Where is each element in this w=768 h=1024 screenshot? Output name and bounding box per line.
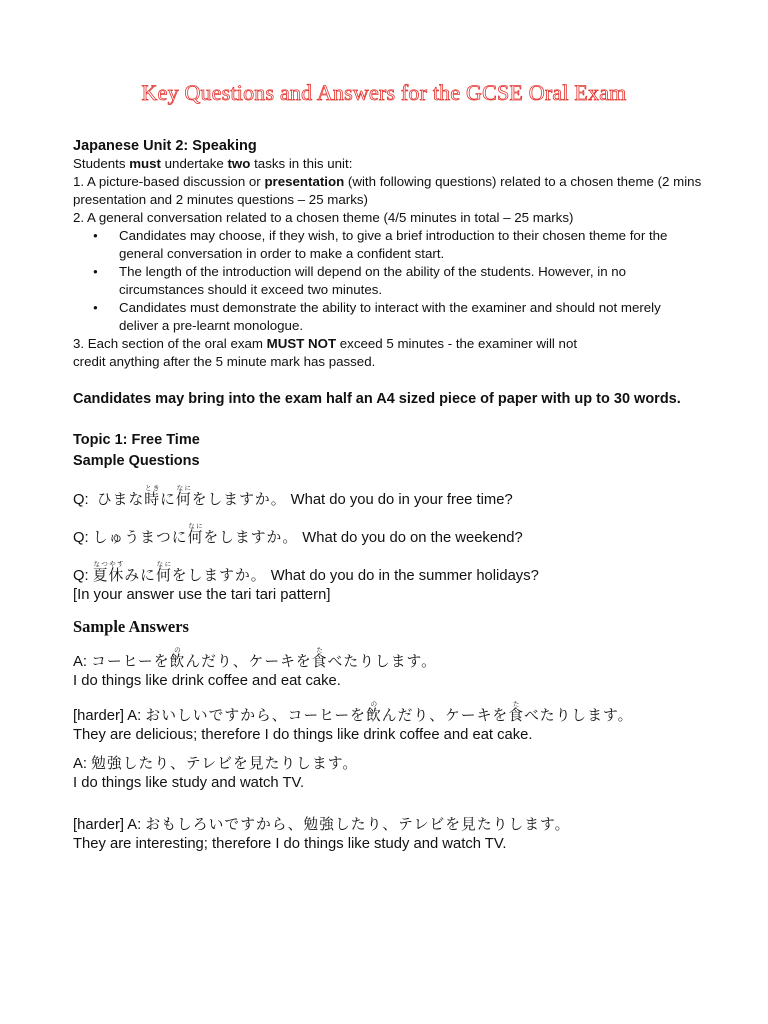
furigana-kanji [155, 560, 172, 584]
topic-title: Topic 1: Free Time [73, 432, 200, 448]
sample-questions-heading: Sample Questions [73, 453, 200, 469]
furigana-kanji [311, 646, 328, 670]
question-prefix: Q: [73, 568, 89, 584]
jp-text: コーヒーを [91, 653, 170, 670]
furigana-kanji [92, 560, 125, 584]
answer-japanese: 勉強したり、テレビを見たりします。 [91, 755, 359, 772]
jp-text: ひまな [96, 491, 145, 508]
furigana-kanji [187, 522, 204, 546]
bullet-item: ● Candidates must demonstrate the ability to interact with the examiner and should not merely deliver a pre-learnt monologue. [119, 299, 703, 335]
task-item-2: 2. A general conversation related to a chosen theme (4/5 minutes in total – 25 marks) [73, 210, 574, 225]
answer-1-english: I do things like drink coffee and eat cake. [73, 673, 341, 689]
question-japanese [92, 560, 267, 584]
answer-4-english: They are interesting; therefore I do things like study and watch TV. [73, 836, 507, 852]
task-3-bold: MUST NOT [266, 336, 337, 351]
unit-heading: Japanese Unit 2: Speaking [73, 138, 257, 154]
task-item-3 [73, 335, 703, 371]
kanji: 夏休 [92, 567, 125, 584]
intro-two: two [227, 156, 251, 171]
furigana-kanji [175, 484, 192, 508]
furigana: なに [175, 484, 192, 492]
task-3-text-c: credit anything after the 5 minute mark has passed. [73, 354, 376, 369]
intro-text-3: tasks in this unit: [250, 156, 353, 171]
furigana: た [311, 646, 328, 654]
answer-prefix: [harder] A: [73, 817, 142, 833]
question-prefix: Q: [73, 530, 89, 546]
answer-3-japanese [73, 754, 703, 774]
furigana: の [365, 700, 382, 708]
pattern-note: [In your answer use the tari tari pattern] [73, 587, 331, 603]
question-english: What do you do in the summer holidays? [270, 568, 539, 584]
kanji: 何 [187, 529, 204, 546]
notice-paragraph: Candidates may bring into the exam half an A4 sized piece of paper with up to 30 words. [73, 391, 681, 407]
question-english: What do you do on the weekend? [302, 530, 523, 546]
sample-answers-heading: Sample Answers [73, 617, 189, 636]
bullet-item: ● Candidates may choose, if they wish, to give a brief introduction to their chosen theme for the general conversation in order to make a confident start. [119, 227, 703, 263]
document-body [73, 137, 703, 854]
kanji: 飲 [365, 707, 382, 724]
question-3 [73, 560, 703, 586]
answer-prefix: [harder] A: [73, 708, 142, 724]
task-3-text-b: exceed 5 minutes - the examiner will not [336, 336, 578, 351]
jp-text: をしますか。 [171, 567, 267, 584]
question-1 [73, 484, 703, 510]
kanji: 何 [155, 567, 172, 584]
intro-text-2: undertake [160, 156, 228, 171]
answer-2-japanese [73, 700, 703, 726]
answer-3-english: I do things like study and watch TV. [73, 775, 305, 791]
question-prefix: Q: [73, 492, 89, 508]
jp-text: をしますか。 [203, 529, 299, 546]
answer-2-english: They are delicious; therefore I do things like drink coffee and eat cake. [73, 727, 533, 743]
kanji: 食 [508, 707, 524, 724]
jp-text: おいしいですから、コーヒーを [145, 707, 366, 724]
question-english: What do you do in your free time? [290, 492, 513, 508]
kanji: 飲 [169, 653, 186, 670]
answer-prefix: A: [73, 654, 87, 670]
furigana: なに [155, 560, 172, 568]
jp-text: に [160, 491, 176, 508]
task-1-text-b: (with following questions) related to a chosen theme (2 mins presentation and 2 minutes questions – 25 marks) [73, 174, 702, 207]
jp-text: べたりします。 [327, 653, 437, 670]
furigana-kanji [508, 700, 524, 724]
answer-japanese: おもしろいですから、勉強したり、テレビを見たりします。 [145, 816, 571, 833]
jp-text: んだり、ケーキを [185, 653, 312, 670]
bullet-item: ● The length of the introduction will depend on the ability of the students. However, in no circumstances should it exceed two minutes. [119, 263, 703, 299]
jp-text: みに [124, 567, 156, 584]
furigana-kanji [169, 646, 186, 670]
kanji: 食 [311, 653, 328, 670]
furigana-kanji [144, 484, 161, 508]
furigana-kanji [365, 700, 382, 724]
answer-prefix: A: [73, 756, 87, 772]
document-title: Key Questions and Answers for the GCSE Oral Exam [141, 80, 627, 105]
question-japanese [96, 484, 287, 508]
jp-text: しゅうまつに [92, 529, 188, 546]
furigana: なつやす [92, 560, 125, 568]
question-2 [73, 522, 703, 548]
jp-text: べたりします。 [524, 707, 634, 724]
conversation-bullets [73, 227, 703, 335]
answer-1-japanese [73, 646, 703, 672]
task-item-1 [73, 173, 703, 209]
kanji: 何 [175, 491, 192, 508]
furigana: なに [187, 522, 204, 530]
intro-text-1: Students [73, 156, 130, 171]
question-japanese [92, 522, 299, 546]
furigana: た [508, 700, 524, 708]
task-1-bold: presentation [264, 174, 345, 189]
answer-japanese [145, 700, 634, 724]
kanji: 時 [144, 491, 161, 508]
intro-must: must [129, 156, 161, 171]
intro-line [73, 155, 703, 173]
jp-text: をしますか。 [191, 491, 287, 508]
answer-4-japanese [73, 815, 703, 835]
task-3-text-a: 3. Each section of the oral exam [73, 336, 267, 351]
answer-japanese [91, 646, 437, 670]
furigana: の [169, 646, 186, 654]
task-1-text-a: 1. A picture-based discussion or [73, 174, 265, 189]
furigana: とき [144, 484, 161, 492]
jp-text: んだり、ケーキを [381, 707, 509, 724]
